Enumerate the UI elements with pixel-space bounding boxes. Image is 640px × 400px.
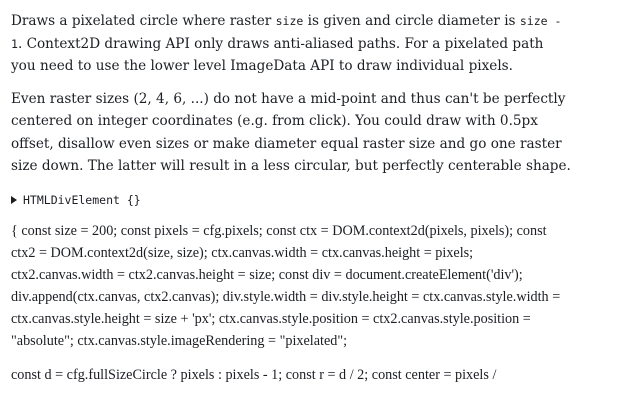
inline-code-size: size bbox=[275, 14, 304, 28]
description-paragraph bbox=[11, 10, 571, 78]
even-size-note-paragraph: Even raster sizes (2, 4, 6, ...) do not have a mid-point and thus can't be perfectly centered on integer coordinates (e.g. from click). You could draw with 0.5px offset, disallow even sizes or make diameter equal raster size and go one raster size down. The latter will result in a less circular, but perfectly centerable shape. bbox=[11, 90, 571, 174]
code-cell-setup: { const size = 200; const pixels = cfg.pixels; const ctx = DOM.context2d(pixels, pixels); const ctx2 = DOM.context2d(size, size); ctx.canvas.width = ctx.canvas.height = pixels; ctx2.canvas.width = ctx2.canvas.height = size; const div = document.createElement('div'); div.append(ctx.canvas, ctx2.canvas); div.style.width = div.style.height = ctx.canvas.style.width = ctx.canvas.style.height = size + 'px'; ctx.canvas.style.position = ctx2.canvas.style.position = "absolute"; ctx.canvas.style.imageRendering = "pixelated"; bbox=[11, 222, 561, 349]
inspector-label: HTMLDivElement {} bbox=[23, 192, 141, 207]
notebook-page bbox=[11, 10, 571, 386]
code-cell-circle: const d = cfg.fullSizeCircle ? pixels : pixels - 1; const r = d / 2; const center = pixels / bbox=[11, 366, 497, 383]
inline-code-size-minus-one: size - 1 bbox=[11, 14, 562, 51]
description-text-2: is given and circle diameter is bbox=[303, 13, 520, 29]
object-inspector[interactable] bbox=[11, 192, 571, 208]
description-text-3: . Context2D drawing API only draws anti-aliased paths. For a pixelated path you need to use the lower level ImageData API to draw individual pixels. bbox=[11, 35, 544, 74]
description-text-1: Draws a pixelated circle where raster bbox=[11, 13, 276, 29]
expand-triangle-icon[interactable] bbox=[11, 196, 17, 204]
